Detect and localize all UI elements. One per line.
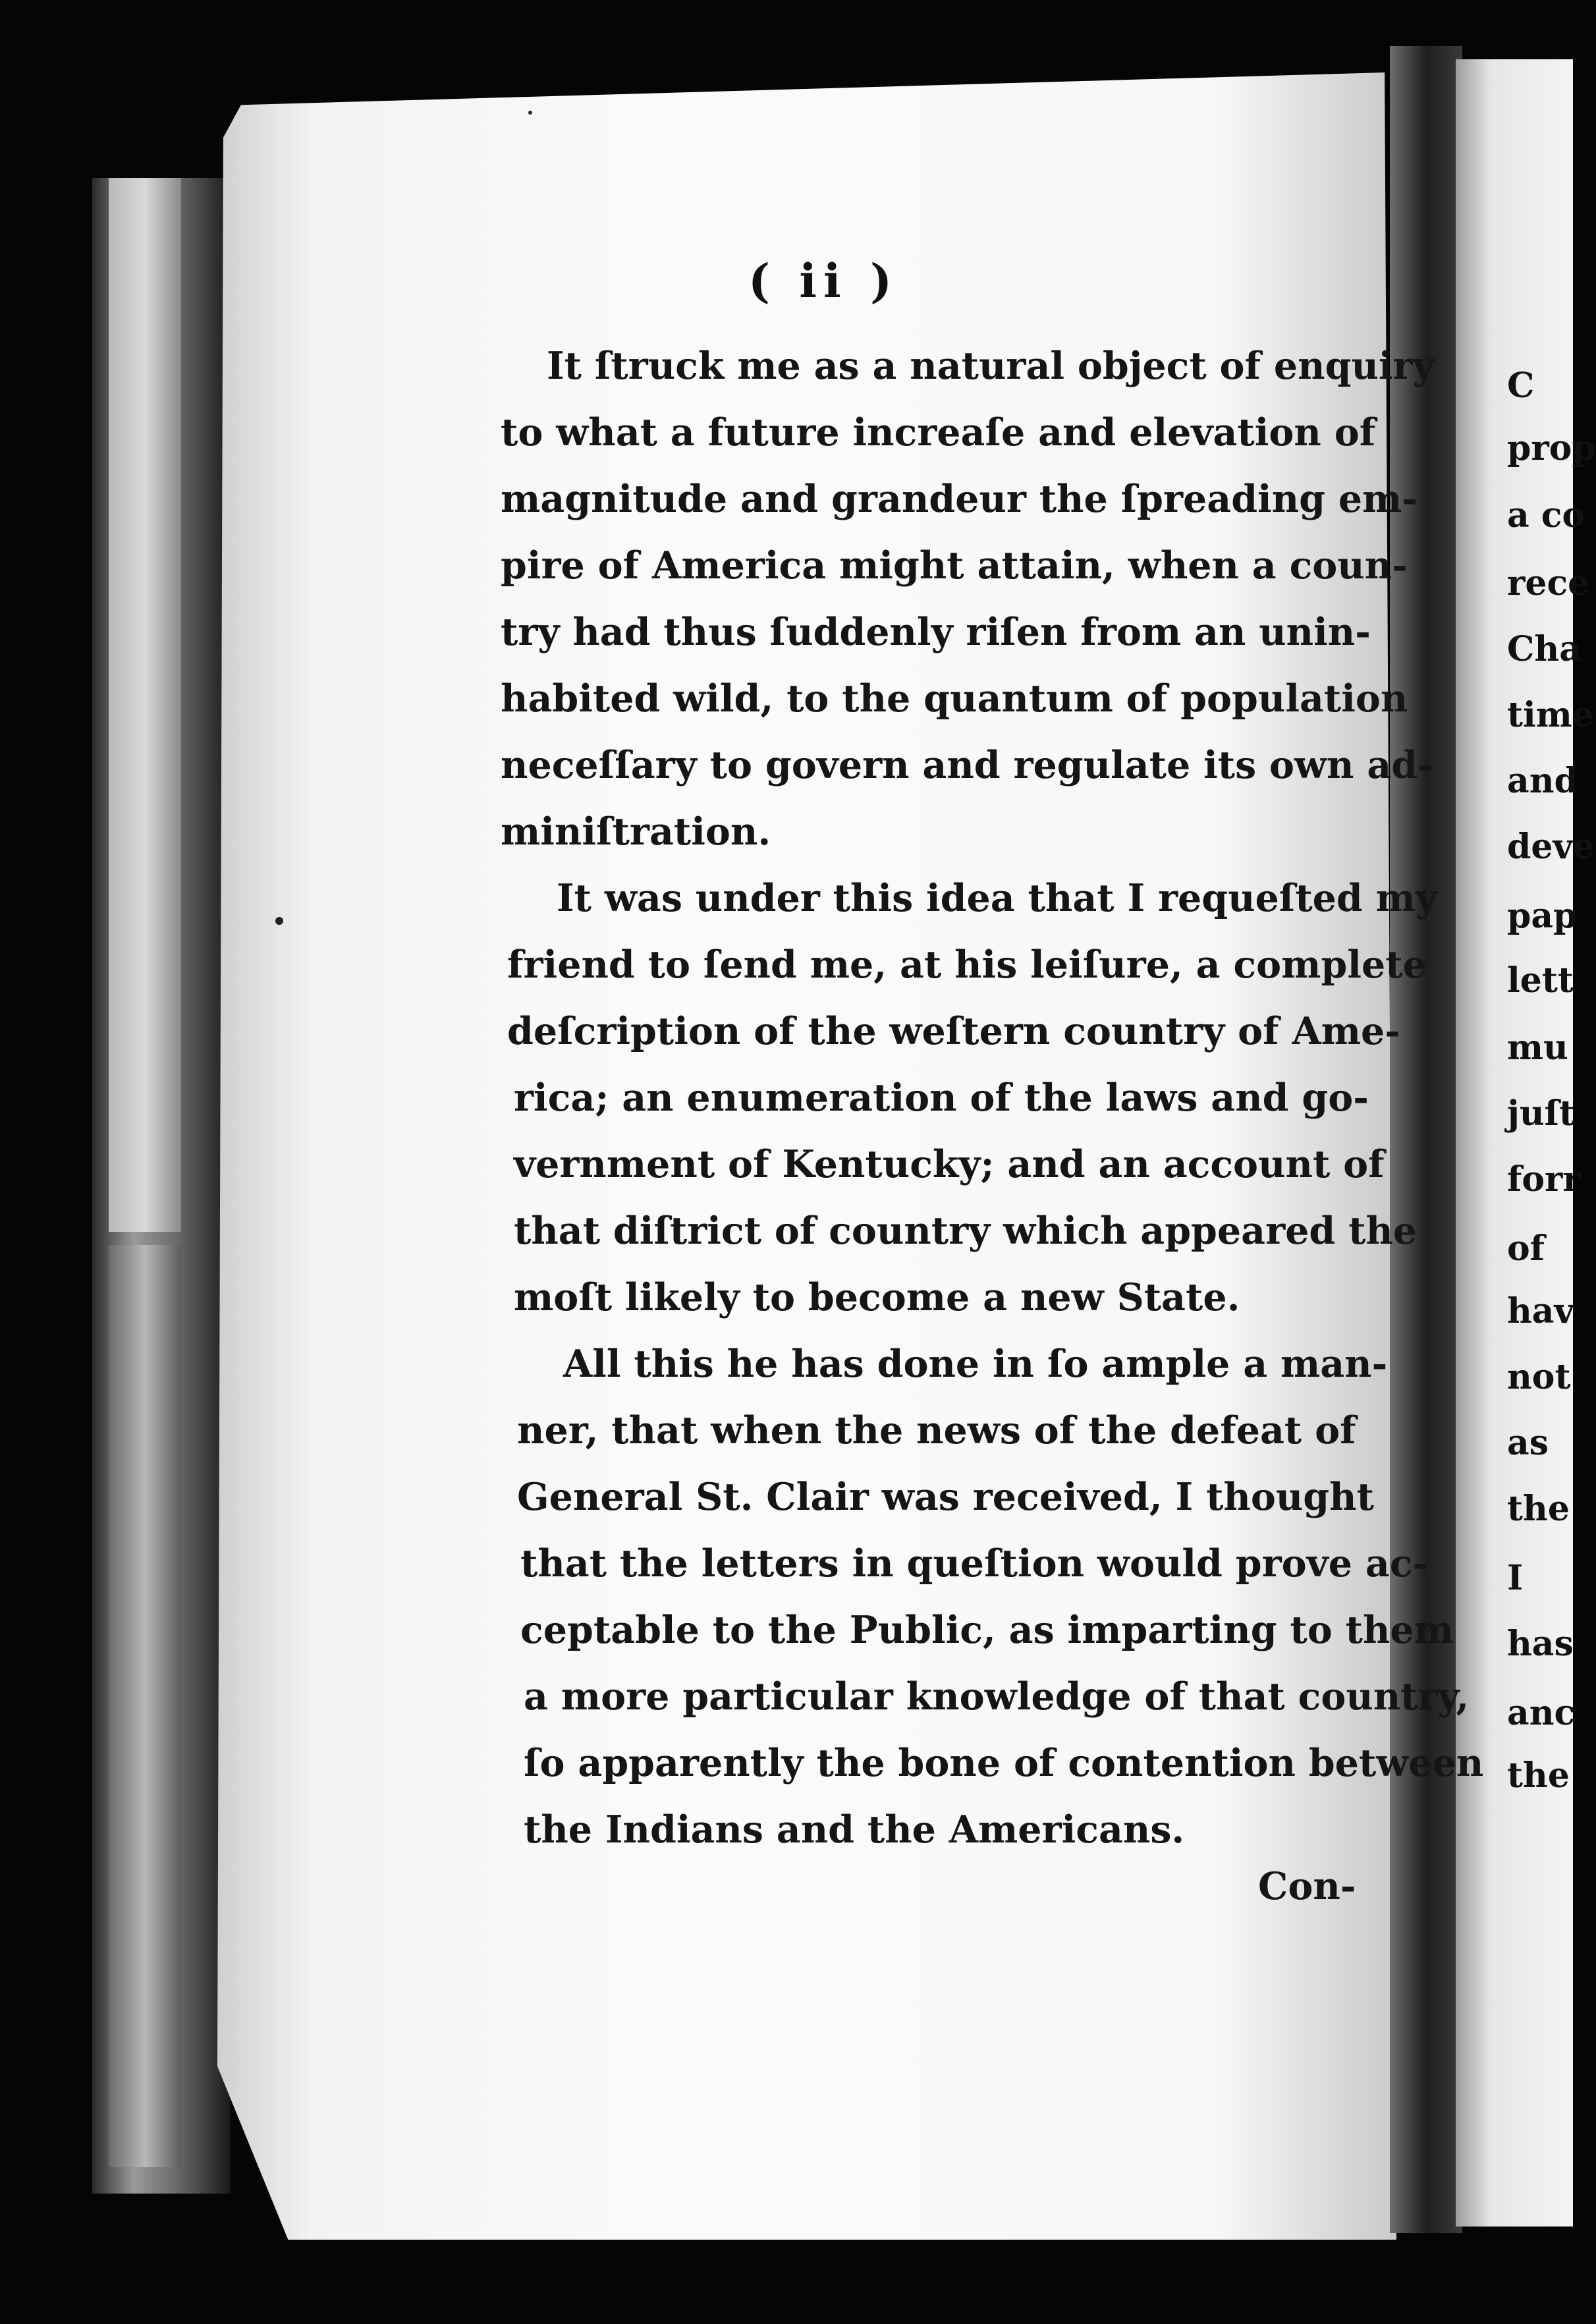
ink-speck <box>275 917 283 925</box>
text-line: ſo apparently the bone of contention between <box>524 1741 1484 1785</box>
text-line: to what a future increaſe and elevation of <box>501 410 1376 455</box>
facing-line: of <box>1507 1229 1545 1269</box>
ink-speck <box>528 111 532 115</box>
facing-line: prop <box>1507 428 1596 468</box>
binding-strip-upper <box>109 178 181 1232</box>
text-line: ner, that when the news of the defeat of <box>517 1408 1356 1452</box>
text-line: try had thus ſuddenly riſen from an unin- <box>501 610 1371 654</box>
facing-line: rece <box>1507 563 1590 603</box>
catchword: Con- <box>1258 1864 1356 1908</box>
facing-line: Cha <box>1507 629 1582 669</box>
facing-line: anc <box>1507 1693 1576 1733</box>
text-line: General St. Clair was received, I thought <box>517 1475 1374 1519</box>
text-line: It was under this idea that I requeſted my <box>557 876 1438 920</box>
text-line: that diſtrict of country which appeared the <box>514 1209 1417 1253</box>
facing-line: forr <box>1507 1159 1581 1200</box>
facing-line: time <box>1507 695 1594 735</box>
text-line: friend to ſend me, at his leiſure, a complete <box>507 943 1427 987</box>
text-line: It ſtruck me as a natural object of enquiry <box>547 344 1435 388</box>
facing-line: juſt <box>1507 1093 1576 1134</box>
facing-line: C <box>1507 366 1535 406</box>
text-line: rica; an enumeration of the laws and go- <box>514 1076 1369 1120</box>
binding-strip-lower <box>109 1245 181 2167</box>
facing-line: not <box>1507 1357 1571 1397</box>
text-line: pire of America might attain, when a coun- <box>501 543 1408 588</box>
text-line: ceptable to the Public, as imparting to them <box>520 1608 1454 1652</box>
facing-line: pap <box>1507 896 1578 936</box>
page-number: ( ii ) <box>748 254 899 308</box>
facing-line: the <box>1507 1756 1570 1796</box>
facing-line: a co <box>1507 495 1585 536</box>
text-line: moſt likely to become a new State. <box>514 1275 1240 1319</box>
text-line: the Indians and the Americans. <box>524 1808 1185 1852</box>
facing-line: the <box>1507 1489 1570 1529</box>
facing-line: has <box>1507 1624 1574 1664</box>
text-line: neceſſary to govern and regulate its own ad- <box>501 743 1433 787</box>
facing-line: deve <box>1507 827 1595 867</box>
facing-line: I <box>1507 1558 1524 1598</box>
facing-line: mu <box>1507 1028 1568 1068</box>
text-line: All this he has done in ſo ample a man- <box>563 1342 1388 1386</box>
facing-line: and <box>1507 761 1578 801</box>
text-line: vernment of Kentucky; and an account of <box>514 1142 1385 1186</box>
text-line: that the letters in queſtion would prove ac- <box>520 1541 1429 1586</box>
text-line: a more particular knowledge of that country, <box>524 1674 1470 1719</box>
text-line: miniſtration. <box>501 810 771 854</box>
text-line: deſcription of the weſtern country of Ame- <box>507 1009 1400 1053</box>
facing-line: as <box>1507 1423 1549 1463</box>
facing-line: hav <box>1507 1291 1574 1331</box>
facing-line: lett <box>1507 960 1574 1001</box>
text-line: habited wild, to the quantum of population <box>501 677 1408 721</box>
text-line: magnitude and grandeur the ſpreading em- <box>501 477 1418 521</box>
